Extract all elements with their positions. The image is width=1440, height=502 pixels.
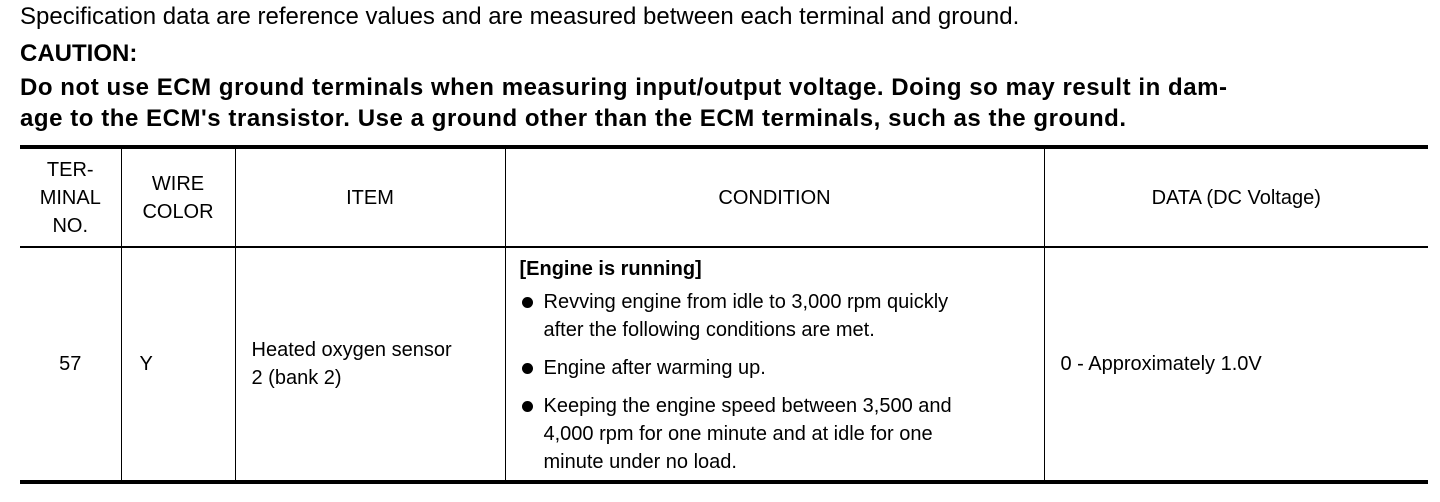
condition-line: Engine after warming up. bbox=[543, 357, 766, 379]
cell-terminal-no: 57 bbox=[20, 247, 121, 482]
bullet-icon bbox=[522, 363, 533, 374]
header-terminal-no bbox=[20, 147, 121, 247]
header-line: NO. bbox=[52, 214, 89, 237]
caution-line: age to the ECM's transistor. Use a ground other than the ECM terminals, such as the ground. bbox=[20, 105, 1127, 132]
cell-wire-color: Y bbox=[121, 247, 235, 482]
condition-item bbox=[520, 354, 1036, 382]
header-line: TER- bbox=[46, 158, 94, 181]
cell-item bbox=[235, 247, 505, 482]
condition-item bbox=[520, 288, 1036, 344]
table-header-row bbox=[20, 147, 1428, 247]
bullet-icon bbox=[522, 297, 533, 308]
header-line: MINAL bbox=[39, 186, 101, 209]
condition-heading: [Engine is running] bbox=[519, 258, 702, 280]
item-line: 2 (bank 2) bbox=[251, 367, 342, 389]
bullet-icon bbox=[522, 401, 533, 412]
condition-item bbox=[520, 392, 1036, 476]
caution-heading: CAUTION: bbox=[20, 40, 138, 67]
header-wire-color bbox=[121, 147, 235, 247]
table-row bbox=[20, 247, 1428, 482]
condition-line: minute under no load. bbox=[543, 451, 737, 473]
cell-condition bbox=[505, 247, 1044, 482]
header-line: WIRE bbox=[151, 172, 205, 195]
cell-data: 0 - Approximately 1.0V bbox=[1044, 247, 1428, 482]
header-line: COLOR bbox=[142, 200, 214, 223]
header-item: ITEM bbox=[235, 147, 505, 247]
header-condition: CONDITION bbox=[505, 147, 1044, 247]
condition-line: Revving engine from idle to 3,000 rpm quickly bbox=[543, 291, 949, 313]
item-line: Heated oxygen sensor bbox=[251, 339, 452, 361]
condition-line: after the following conditions are met. bbox=[543, 319, 875, 341]
condition-line: Keeping the engine speed between 3,500 and bbox=[543, 395, 952, 417]
condition-line: 4,000 rpm for one minute and at idle for one bbox=[543, 423, 933, 445]
caution-text bbox=[20, 72, 1425, 134]
intro-text: Specification data are reference values and are measured between each terminal and ground. bbox=[20, 3, 1020, 30]
condition-list bbox=[520, 288, 1036, 476]
terminal-spec-table bbox=[20, 145, 1428, 484]
header-data: DATA (DC Voltage) bbox=[1044, 147, 1428, 247]
caution-line: Do not use ECM ground terminals when measuring input/output voltage. Doing so may result in dam- bbox=[20, 74, 1228, 101]
